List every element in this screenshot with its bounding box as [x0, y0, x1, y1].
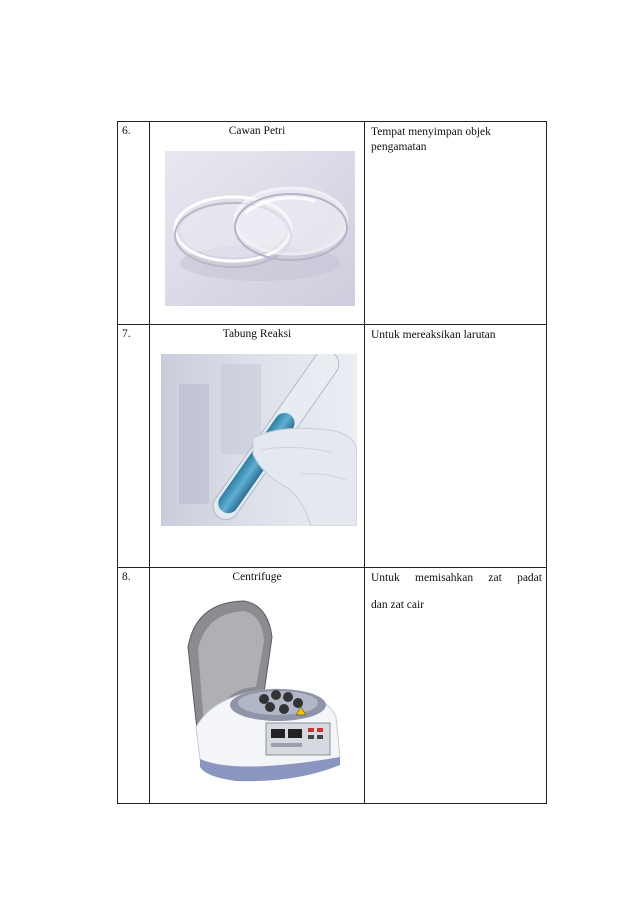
table-row	[118, 568, 547, 804]
description-cell	[365, 325, 547, 568]
description-line: Tempat menyimpan objek	[371, 126, 491, 138]
equipment-name: Tabung Reaksi	[222, 328, 292, 340]
description-line: dan zat cair	[371, 599, 424, 611]
description-word: padat	[517, 572, 542, 584]
description-line: pengamatan	[371, 141, 427, 153]
description-cell	[365, 568, 547, 804]
description-word: zat	[488, 572, 502, 584]
equipment-cell	[150, 568, 365, 804]
description-line	[371, 571, 542, 586]
test-tube-photo	[161, 354, 357, 526]
centrifuge-photo	[176, 597, 344, 782]
petri-dish-photo	[165, 151, 355, 306]
description-line: Untuk mereaksikan larutan	[371, 329, 496, 341]
equipment-cell	[150, 325, 365, 568]
equipment-name: Centrifuge	[232, 571, 282, 583]
description-word: memisahkan	[415, 572, 474, 584]
description-word: Untuk	[371, 572, 400, 584]
equipment-cell	[150, 122, 365, 325]
table-row	[118, 325, 547, 568]
row-number: 7.	[118, 325, 150, 568]
description-cell	[365, 122, 547, 325]
equipment-table	[117, 121, 547, 804]
table-row	[118, 122, 547, 325]
equipment-name: Cawan Petri	[228, 125, 286, 137]
row-number: 6.	[118, 122, 150, 325]
row-number: 8.	[118, 568, 150, 804]
